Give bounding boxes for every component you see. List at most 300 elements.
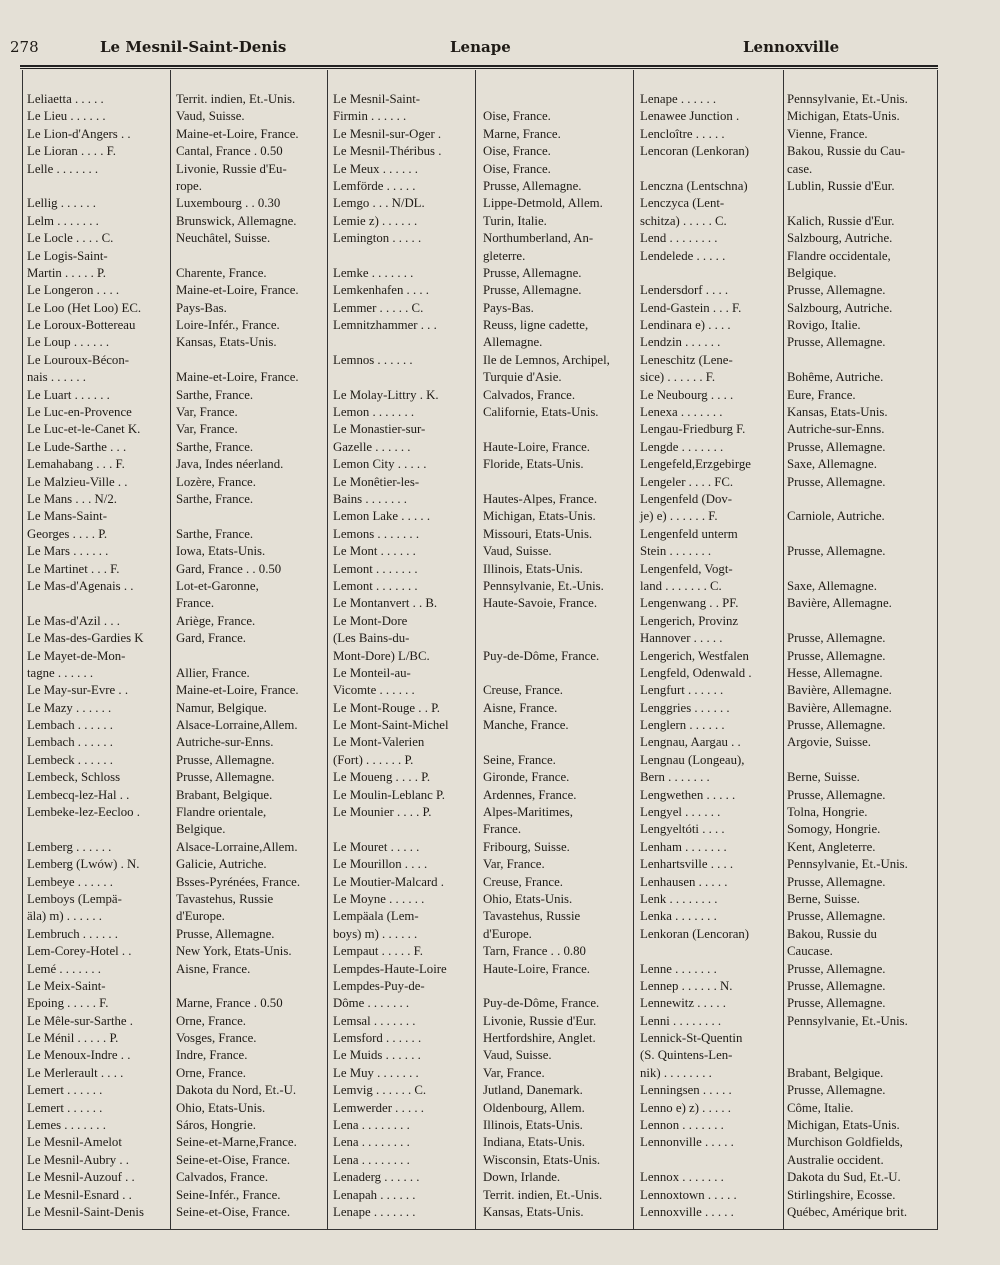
place-region: Eure, France. [787, 387, 856, 402]
place-name: Lennep . . . . . . N. [640, 978, 733, 993]
place-region: Floride, Etats-Unis. [483, 457, 584, 472]
place-name: Lembeck . . . . . . [27, 752, 113, 767]
place-name: Lennox . . . . . . . [640, 1170, 724, 1185]
place-region: France. [483, 822, 522, 837]
place-name: je) e) . . . . . . F. [640, 509, 718, 524]
place-region: New York, Etats-Unis. [176, 944, 292, 959]
place-region: Puy-de-Dôme, France. [483, 996, 600, 1011]
place-name: Lena . . . . . . . . [333, 1152, 410, 1167]
place-name: Lengenwang . . PF. [640, 596, 739, 611]
place-name: Lempäala (Lem- [333, 909, 419, 924]
place-name: nik) . . . . . . . . [640, 1065, 712, 1080]
place-name: Le Logis-Saint- [27, 248, 108, 263]
place-region: Lozère, France. [176, 474, 256, 489]
place-name: Le Monastier-sur- [333, 422, 426, 437]
place-region: Territ. indien, Et.-Unis. [483, 1187, 603, 1202]
place-name: Lennoxville . . . . . [640, 1205, 734, 1219]
place-name: Lemke . . . . . . . [333, 265, 414, 280]
place-name: Lemont . . . . . . . [333, 578, 418, 593]
place-name: Lenaderg . . . . . . [333, 1170, 420, 1185]
place-name: Le Mesnil-Auzouf . . [27, 1170, 135, 1185]
place-region: Prusse, Allemagne. [483, 265, 582, 280]
place-name: Lenham . . . . . . . [640, 839, 727, 854]
place-region: Hertfordshire, Anglet. [483, 1031, 596, 1046]
place-region: Aisne, France. [483, 700, 558, 715]
place-name: Le Mans-Saint- [27, 509, 107, 524]
place-region: Seine-et-Oise, France. [176, 1152, 291, 1167]
place-region: Prusse, Allemagne. [787, 283, 886, 298]
place-name: Le Malzieu-Ville . . [27, 474, 128, 489]
place-name: Le Mars . . . . . . [27, 544, 109, 559]
place-region: Michigan, Etats-Unis. [483, 509, 596, 524]
place-region: Prusse, Allemagne. [176, 926, 275, 941]
place-region: Prusse, Allemagne. [787, 787, 886, 802]
place-region: Brunswick, Allemagne. [176, 213, 297, 228]
place-name: nais . . . . . . [27, 370, 87, 385]
place-name: Martin . . . . . P. [27, 265, 106, 280]
place-region: Vaud, Suisse. [483, 544, 552, 559]
place-name: Le Mont . . . . . . [333, 544, 416, 559]
place-region: Namur, Belgique. [176, 700, 267, 715]
place-name: Le Monteil-au- [333, 665, 411, 680]
place-region: Prusse, Allemagne. [787, 978, 886, 993]
place-name: Lenk . . . . . . . . [640, 891, 718, 906]
place-region: Calvados, France. [483, 387, 576, 402]
place-region: Belgique. [176, 822, 226, 837]
place-name: Lembach . . . . . . [27, 718, 113, 733]
place-name: Lellig . . . . . . [27, 196, 96, 211]
column-rule [783, 70, 784, 1230]
place-region: Alsace-Lorraine,Allem. [176, 839, 298, 854]
place-region: rope. [176, 178, 202, 193]
place-name: Gazelle . . . . . . [333, 439, 411, 454]
place-name: Le Mesnil-Saint-Denis [27, 1205, 144, 1219]
place-name: Lengenfeld (Dov- [640, 491, 733, 506]
place-region: Oise, France. [483, 161, 551, 176]
place-region: Prusse, Allemagne. [483, 283, 582, 298]
place-name: Lemont . . . . . . . [333, 561, 418, 576]
place-region: Iowa, Etats-Unis. [176, 544, 266, 559]
place-name: schitza) . . . . . C. [640, 213, 727, 228]
place-region: Sarthe, France. [176, 439, 254, 454]
place-name: Le Merlerault . . . . [27, 1065, 124, 1080]
place-name: Lemberg . . . . . . [27, 839, 112, 854]
place-name: Lemkenhafen . . . . [333, 283, 429, 298]
place-region: Pennsylvanie, Et.-Unis. [787, 857, 908, 872]
place-name: Lengau-Friedburg F. [640, 422, 746, 437]
place-name: Le Luart . . . . . . [27, 387, 110, 402]
place-region: Salzbourg, Autriche. [787, 300, 893, 315]
place-name: Le Mouret . . . . . [333, 839, 420, 854]
place-name: Lemnitzhammer . . . [333, 318, 437, 333]
place-name: Lenglern . . . . . . [640, 718, 725, 733]
place-region: Bavière, Allemagne. [787, 596, 892, 611]
place-name: Leneschitz (Lene- [640, 352, 733, 367]
place-region: Michigan, Etats-Unis. [787, 109, 900, 124]
place-region: Prusse, Allemagne. [787, 874, 886, 889]
place-name: Lenka . . . . . . . [640, 909, 717, 924]
place-region: Caucase. [787, 944, 833, 959]
place-name: Lembeye . . . . . . [27, 874, 113, 889]
place-name: Lemert . . . . . . [27, 1100, 103, 1115]
place-name: Le Loroux-Bottereau [27, 318, 136, 333]
place-region: Somogy, Hongrie. [787, 822, 881, 837]
place-name: Le Montanvert . . B. [333, 596, 438, 611]
place-name: Dôme . . . . . . . [333, 996, 410, 1011]
place-name: Lenape . . . . . . [640, 92, 717, 106]
place-region: Prusse, Allemagne. [787, 996, 886, 1011]
place-region: Ile de Lemnos, Archipel, [483, 352, 610, 367]
place-name: Lembecq-lez-Hal . . [27, 787, 130, 802]
place-region: Loire-Infér., France. [176, 318, 280, 333]
place-name: Georges . . . . P. [27, 526, 108, 541]
place-name: Lelm . . . . . . . [27, 213, 99, 228]
place-name: Le Lude-Sarthe . . . [27, 439, 127, 454]
column-rule [937, 70, 938, 1230]
place-region: Hesse, Allemagne. [787, 665, 883, 680]
place-region: Maine-et-Loire, France. [176, 283, 299, 298]
place-name: Lenawee Junction . [640, 109, 740, 124]
place-name: Le Mesnil-Esnard . . [27, 1187, 132, 1202]
place-region: Turin, Italie. [483, 213, 547, 228]
place-name: Le Lieu . . . . . . [27, 109, 106, 124]
place-name: Lend-Gastein . . . F. [640, 300, 742, 315]
place-name: Lengde . . . . . . . [640, 439, 724, 454]
place-name: Lenkoran (Lencoran) [640, 926, 750, 941]
place-name: Lembeck, Schloss [27, 770, 121, 785]
place-region: Oldenbourg, Allem. [483, 1100, 585, 1115]
place-name: Firmin . . . . . . [333, 109, 407, 124]
column-rule [475, 70, 476, 1230]
place-name: Lenczyca (Lent- [640, 196, 725, 211]
place-name: Lencoran (Lenkoran) [640, 144, 750, 159]
place-region: Pays-Bas. [176, 300, 227, 315]
place-name: Le Mont-Valerien [333, 735, 425, 750]
place-region: Oise, France. [483, 109, 551, 124]
place-region: Cantal, France . 0.50 [176, 144, 283, 159]
place-name: Lenggries . . . . . . [640, 700, 730, 715]
place-name: Le Monêtier-les- [333, 474, 420, 489]
place-region: Prusse, Allemagne. [787, 961, 886, 976]
place-name: Lengnau (Longeau), [640, 752, 745, 767]
place-region: Vaud, Suisse. [483, 1048, 552, 1063]
place-region: Dakota du Nord, Et.-U. [176, 1083, 297, 1098]
place-region: Var, France. [483, 857, 545, 872]
center-running-head: Lenape [450, 38, 511, 56]
place-name: Lemon City . . . . . [333, 457, 427, 472]
place-region: Pennsylvanie, Et.-Unis. [787, 92, 908, 106]
place-region: Tavastehus, Russie [483, 909, 581, 924]
place-name: Lenhartsville . . . . [640, 857, 734, 872]
place-name: Le Mont-Saint-Michel [333, 718, 449, 733]
place-region: Berne, Suisse. [787, 891, 860, 906]
column-rule [633, 70, 634, 1230]
place-region: Var, France. [176, 422, 238, 437]
place-region: Flandre orientale, [176, 805, 267, 820]
place-region: Maine-et-Loire, France. [176, 683, 299, 698]
place-region: Manche, France. [483, 718, 569, 733]
place-name: Lem-Corey-Hotel . . [27, 944, 132, 959]
place-name: Lempdes-Puy-de- [333, 978, 425, 993]
place-region: Vienne, France. [787, 126, 868, 141]
place-name: Lemvig . . . . . . C. [333, 1083, 427, 1098]
place-name: Lenne . . . . . . . [640, 961, 717, 976]
place-region: gleterre. [483, 248, 526, 263]
place-name: Le Mas-d'Azil . . . [27, 613, 120, 628]
place-region: Gard, France . . 0.50 [176, 561, 282, 576]
place-region: Seine-et-Oise, France. [176, 1205, 291, 1219]
place-name: Lena . . . . . . . . [333, 1135, 410, 1150]
place-region: Aisne, France. [176, 961, 251, 976]
place-region: Orne, France. [176, 1013, 246, 1028]
place-name: Stein . . . . . . . [640, 544, 712, 559]
place-name: Lengenfeld unterm [640, 526, 738, 541]
place-region: Creuse, France. [483, 683, 563, 698]
place-region: Californie, Etats-Unis. [483, 405, 599, 420]
place-region: Bakou, Russie du Cau- [787, 144, 906, 159]
place-region: Var, France. [176, 405, 238, 420]
place-name: Le Neubourg . . . . [640, 387, 734, 402]
place-name: Le Mont-Dore [333, 613, 408, 628]
place-region: Indre, France. [176, 1048, 248, 1063]
place-region: Salzbourg, Autriche. [787, 231, 893, 246]
place-name: Bern . . . . . . . [640, 770, 710, 785]
place-name: Le Moutier-Malcard . [333, 874, 444, 889]
place-region: Jutland, Danemark. [483, 1083, 583, 1098]
place-name: Le Moyne . . . . . . [333, 891, 425, 906]
place-region: Autriche-sur-Enns. [176, 735, 274, 750]
place-region: Calvados, France. [176, 1170, 269, 1185]
place-region: Hautes-Alpes, France. [483, 491, 598, 506]
place-name: Lendersdorf . . . . [640, 283, 729, 298]
place-name: (Fort) . . . . . . P. [333, 752, 414, 767]
place-name: Lencloître . . . . . [640, 126, 725, 141]
place-region: Galicie, Autriche. [176, 857, 267, 872]
place-region: Maine-et-Loire, France. [176, 126, 299, 141]
place-region: Ardennes, France. [483, 787, 577, 802]
place-name: Lengfeld, Odenwald . [640, 665, 752, 680]
place-name: Lemon Lake . . . . . [333, 509, 431, 524]
place-name: Lenape . . . . . . . [333, 1205, 416, 1219]
place-region: Sarthe, France. [176, 491, 254, 506]
place-region: Livonie, Russie d'Eu- [176, 161, 287, 176]
place-name: Le Loup . . . . . . [27, 335, 110, 350]
place-region: Bakou, Russie du [787, 926, 877, 941]
place-name: Lelle . . . . . . . [27, 161, 99, 176]
place-name: Le Luc-en-Provence [27, 405, 132, 420]
place-name: Lenapah . . . . . . [333, 1187, 416, 1202]
place-region: Kalich, Russie d'Eur. [787, 213, 895, 228]
place-region: Maine-et-Loire, France. [176, 370, 299, 385]
place-name: Hannover . . . . . [640, 631, 723, 646]
place-name: Lemons . . . . . . . [333, 526, 420, 541]
place-region: Pennsylvanie, Et.-Unis. [483, 578, 604, 593]
place-region: Sáros, Hongrie. [176, 1118, 256, 1133]
place-name: Le Mesnil-Saint- [333, 92, 421, 106]
place-region: d'Europe. [483, 926, 532, 941]
place-name: Le Mas-d'Agenais . . [27, 578, 134, 593]
place-region: Tarn, France . . 0.80 [483, 944, 586, 959]
place-region: Prusse, Allemagne. [787, 439, 886, 454]
bottom-rule [22, 1229, 937, 1230]
place-name: Lengyel . . . . . . [640, 805, 721, 820]
place-name: Lemwerder . . . . . [333, 1100, 424, 1115]
place-region: Livonie, Russie d'Eur. [483, 1013, 597, 1028]
place-name: Le Molay-Littry . K. [333, 387, 439, 402]
place-name: Lennon . . . . . . . [640, 1118, 724, 1133]
place-name: Mont-Dore) L/BC. [333, 648, 430, 663]
place-region: Northumberland, An- [483, 231, 594, 246]
place-name: Lengefeld,Erzgebirge [640, 457, 751, 472]
place-name: sice) . . . . . . F. [640, 370, 716, 385]
column-rule [170, 70, 171, 1230]
right-running-head: Lennoxville [743, 38, 840, 56]
place-region: Prusse, Allemagne. [787, 909, 886, 924]
place-region: Gard, France. [176, 631, 246, 646]
place-name: Lemington . . . . . [333, 231, 422, 246]
place-name: boys) m) . . . . . . [333, 926, 418, 941]
place-region: Oise, France. [483, 144, 551, 159]
place-region: Lublin, Russie d'Eur. [787, 178, 895, 193]
place-name: Le Mesnil-Théribus . [333, 144, 442, 159]
place-region: Ariège, France. [176, 613, 256, 628]
place-region: Murchison Goldfields, [787, 1135, 903, 1150]
place-region: Alpes-Maritimes, [483, 805, 573, 820]
place-region: case. [787, 161, 813, 176]
place-region: Tavastehus, Russie [176, 891, 274, 906]
place-name: Lemon . . . . . . . [333, 405, 415, 420]
column-rule [327, 70, 328, 1230]
place-name: Le Mont-Rouge . . P. [333, 700, 440, 715]
place-region: Wisconsin, Etats-Unis. [483, 1152, 601, 1167]
place-name: Le Meux . . . . . . [333, 161, 418, 176]
place-region: Saxe, Allemagne. [787, 578, 877, 593]
place-name: Lempaut . . . . . F. [333, 944, 423, 959]
place-region: Java, Indes néerland. [176, 457, 284, 472]
place-name: Le Mourillon . . . . [333, 857, 428, 872]
place-region: Seine, France. [483, 752, 556, 767]
place-region: Down, Irlande. [483, 1170, 561, 1185]
place-region: Prusse, Allemagne. [787, 648, 886, 663]
place-region: Illinois, Etats-Unis. [483, 1118, 583, 1133]
place-region: Lippe-Detmold, Allem. [483, 196, 603, 211]
place-region: Bavière, Allemagne. [787, 683, 892, 698]
place-name: Leliaetta . . . . . [27, 92, 104, 106]
place-region: Prusse, Allemagne. [787, 335, 886, 350]
place-name: Vicomte . . . . . . [333, 683, 415, 698]
place-region: Kent, Angleterre. [787, 839, 876, 854]
page-number: 278 [10, 38, 39, 56]
place-name: Lemé . . . . . . . [27, 961, 101, 976]
place-name: Lemmer . . . . . C. [333, 300, 424, 315]
place-name: Lennoxtown . . . . . [640, 1187, 737, 1202]
place-name: Le Mazy . . . . . . [27, 700, 112, 715]
place-name: Le Lioran . . . . F. [27, 144, 116, 159]
place-region: Haute-Savoie, France. [483, 596, 598, 611]
place-region: Autriche-sur-Enns. [787, 422, 885, 437]
place-name: Lenhausen . . . . . [640, 874, 728, 889]
place-region: d'Europe. [176, 909, 225, 924]
place-name: tagne . . . . . . [27, 665, 94, 680]
place-region: Turquie d'Asie. [483, 370, 562, 385]
place-region: Charente, France. [176, 265, 267, 280]
place-region: Prusse, Allemagne. [176, 770, 275, 785]
place-region: Prusse, Allemagne. [787, 474, 886, 489]
place-name: Bains . . . . . . . [333, 491, 407, 506]
place-region: Neuchâtel, Suisse. [176, 231, 271, 246]
place-name: Lemboys (Lempä- [27, 891, 122, 906]
place-region: Stirlingshire, Ecosse. [787, 1187, 896, 1202]
place-name: Epoing . . . . . F. [27, 996, 109, 1011]
place-region: Haute-Loire, France. [483, 961, 590, 976]
place-region: Territ. indien, Et.-Unis. [176, 92, 296, 106]
place-name: Le Moueng . . . . P. [333, 770, 431, 785]
place-name: Le Menoux-Indre . . [27, 1048, 131, 1063]
place-region: Prusse, Allemagne. [787, 1083, 886, 1098]
place-region: Kansas, Etats-Unis. [483, 1205, 584, 1219]
place-region: Indiana, Etats-Unis. [483, 1135, 585, 1150]
place-name: Lengerich, Westfalen [640, 648, 749, 663]
place-region: Marne, France. [483, 126, 561, 141]
place-name: Lengyeltóti . . . . [640, 822, 725, 837]
place-region: Gironde, France. [483, 770, 570, 785]
place-name: Le Luc-et-le-Canet K. [27, 422, 141, 437]
place-region: Fribourg, Suisse. [483, 839, 570, 854]
place-region: Kansas, Etats-Unis. [176, 335, 277, 350]
place-region: Prusse, Allemagne. [787, 544, 886, 559]
place-region: Creuse, France. [483, 874, 563, 889]
place-region: Allemagne. [483, 335, 543, 350]
place-region: Argovie, Suisse. [787, 735, 872, 750]
place-region: Prusse, Allemagne. [787, 718, 886, 733]
place-region: Prusse, Allemagne. [176, 752, 275, 767]
place-region: Vosges, France. [176, 1031, 257, 1046]
place-name: Lengfurt . . . . . . [640, 683, 724, 698]
place-region: Luxembourg . . 0.30 [176, 196, 281, 211]
place-name: Lempdes-Haute-Loire [333, 961, 447, 976]
place-region: Kansas, Etats-Unis. [787, 405, 888, 420]
place-name: Lembruch . . . . . . [27, 926, 118, 941]
place-name: Le Mans . . . N/2. [27, 491, 117, 506]
place-region: Seine-et-Marne,France. [176, 1135, 297, 1150]
place-name: Lemnos . . . . . . [333, 352, 413, 367]
place-region: Belgique. [787, 265, 837, 280]
place-name: Le Martinet . . . F. [27, 561, 120, 576]
place-name: Le Mas-des-Gardies K [27, 631, 144, 646]
place-name: Lengeler . . . . FC. [640, 474, 734, 489]
place-region: Québec, Amérique brit. [787, 1205, 908, 1219]
place-region: Var, France. [483, 1065, 545, 1080]
place-name: Le Ménil . . . . . P. [27, 1031, 119, 1046]
place-region: Prusse, Allemagne. [787, 631, 886, 646]
place-name: Lennewitz . . . . . [640, 996, 726, 1011]
place-region: Flandre occidentale, [787, 248, 891, 263]
place-name: Le Mayet-de-Mon- [27, 648, 126, 663]
place-name: Lennick-St-Quentin [640, 1031, 743, 1046]
place-region: Lot-et-Garonne, [176, 578, 259, 593]
place-name: Le Lion-d'Angers . . [27, 126, 131, 141]
place-region: Reuss, ligne cadette, [483, 318, 589, 333]
place-name: Lenczna (Lentschna) [640, 178, 748, 193]
place-region: France. [176, 596, 215, 611]
place-region: Tolna, Hongrie. [787, 805, 868, 820]
place-region: Berne, Suisse. [787, 770, 860, 785]
place-region: Rovigo, Italie. [787, 318, 861, 333]
place-region: Ohio, Etats-Unis. [176, 1100, 266, 1115]
place-name: Le Mesnil-Amelot [27, 1135, 122, 1150]
place-region: Sarthe, France. [176, 526, 254, 541]
column-rule [22, 70, 23, 1230]
